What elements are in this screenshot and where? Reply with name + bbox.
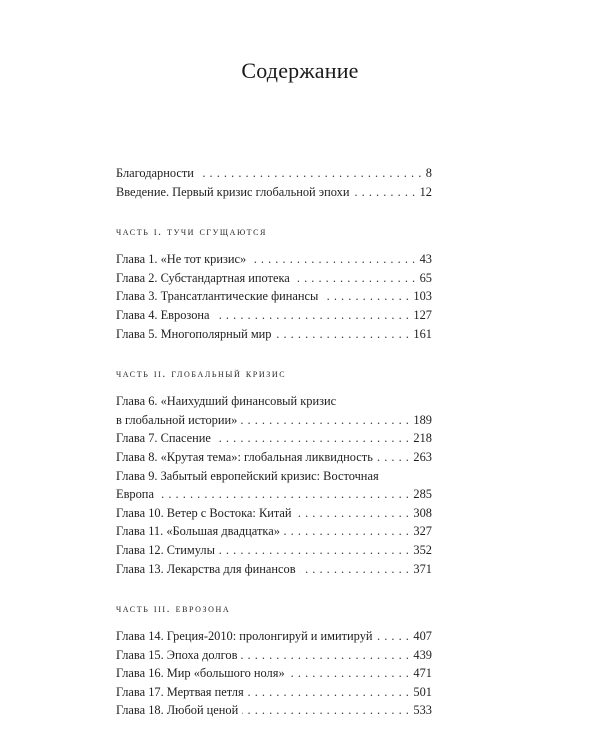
part-heading: часть ii. глобальный кризис [116,368,287,381]
toc-entry-title: Благодарности [116,166,194,180]
part-1 [116,223,432,343]
leader-dots [241,646,409,665]
leader-dots [300,560,410,579]
leader-dots [377,448,410,467]
toc-entry-title: Глава 10. Ветер с Востока: Китай [116,505,292,520]
toc-entry-page: 127 [413,307,432,322]
toc-entry-chapter-14[interactable] [116,627,432,646]
toc-entry-page: 103 [413,289,432,304]
toc-entry-chapter-5[interactable] [116,325,432,344]
toc-entry-chapter-2[interactable] [116,269,432,288]
toc-entry-page: 12 [419,184,432,199]
toc-entry-page: 407 [413,629,432,644]
toc-entry-chapter-4[interactable] [116,306,432,325]
toc-entry-chapter-12[interactable] [116,541,432,560]
toc-entry-page: 371 [413,561,432,576]
toc-entry-title: Глава 13. Лекарства для финансов [116,561,296,576]
toc-entry-title: Глава 5. Многополярный мир [116,326,272,341]
part-3 [116,600,432,720]
leader-dots [353,183,415,202]
toc-entry-chapter-15[interactable] [116,646,432,665]
toc-entry-title: Глава 18. Любой ценой [116,703,239,718]
leader-dots [250,250,415,269]
leader-dots [242,701,409,720]
leader-dots [248,683,410,702]
toc-entry-title: Глава 2. Субстандартная ипотека [116,270,290,285]
table-of-contents [116,164,432,720]
toc-entry-title: Глава 1. «Не тот кризис» [116,252,247,267]
leader-dots [294,269,416,288]
leader-dots [276,325,410,344]
toc-entry-title: Глава 7. Спасение [116,431,211,446]
toc-entry-title: Глава 15. Эпоха долгов [116,647,238,662]
toc-entry-title: в глобальной истории» [116,412,238,427]
toc-entry-chapter-3[interactable] [116,287,432,306]
toc-entry-page: 533 [413,703,432,718]
leader-dots [284,522,410,541]
toc-entry-chapter-17[interactable] [116,683,432,702]
leader-dots [289,664,410,683]
toc-entry-chapter-10[interactable] [116,504,432,523]
leader-dots [322,287,409,306]
toc-entry-page: 352 [413,542,432,557]
toc-entry-chapter-8[interactable] [116,448,432,467]
toc-entry-chapter-6[interactable] [116,392,432,429]
part-2 [116,365,432,578]
toc-entry-page: 308 [413,505,432,520]
toc-entry-page: 189 [413,412,432,427]
toc-entry-page: 439 [413,647,432,662]
toc-entry-title: Глава 14. Греция-2010: пролонгируй и имитируй [116,629,373,644]
toc-entry-title: Глава 12. Стимулы [116,542,215,557]
toc-entry-introduction[interactable] [116,183,432,202]
toc-entry-chapter-13[interactable] [116,560,432,579]
toc-entry-chapter-11[interactable] [116,522,432,541]
toc-entry-title: Европа [116,487,154,502]
toc-entry-title-line1: Глава 9. Забытый европейский кризис: Восточная [116,468,379,483]
toc-entry-title: Глава 4. Еврозона [116,307,210,322]
toc-entry-title-line1: Глава 6. «Наихудший финансовый кризис [116,394,337,409]
toc-entry-chapter-7[interactable] [116,429,432,448]
toc-entry-title: Глава 11. «Большая двадцатка» [116,524,280,539]
toc-entry-chapter-16[interactable] [116,664,432,683]
toc-entry-chapter-18[interactable] [116,701,432,720]
toc-entry-title: Введение. Первый кризис глобальной эпохи [116,184,350,199]
toc-entry-chapter-1[interactable] [116,250,432,269]
leader-dots [214,306,410,325]
toc-entry-page: 471 [413,666,432,681]
toc-entry-page: 8 [425,166,432,180]
part-heading: часть iii. еврозона [116,603,231,616]
toc-entry-acknowledgements[interactable] [116,164,432,183]
toc-entry-page: 65 [419,270,432,285]
toc-entry-title: Глава 16. Мир «большого ноля» [116,666,285,681]
leader-dots [215,429,410,448]
toc-entry-title: Глава 3. Трансатлантические финансы [116,289,319,304]
toc-entry-page: 161 [413,326,432,341]
toc-entry-chapter-9[interactable] [116,467,432,504]
leader-dots [198,164,422,183]
leader-dots [158,485,409,504]
leader-dots [296,504,410,523]
toc-entry-page: 263 [413,449,432,464]
toc-entry-title: Глава 8. «Крутая тема»: глобальная ликвидность [116,449,373,464]
toc-entry-page: 218 [413,431,432,446]
front-matter-list [116,164,432,201]
leader-dots [241,411,409,430]
leader-dots [377,627,410,646]
toc-entry-page: 501 [413,684,432,699]
part-heading: часть i. тучи сгущаются [116,226,267,239]
toc-entry-page: 327 [413,524,432,539]
toc-entry-page: 285 [413,487,432,502]
leader-dots [219,541,409,560]
toc-entry-title: Глава 17. Мертвая петля [116,684,244,699]
page-title: Содержание [241,58,359,83]
toc-entry-page: 43 [419,252,432,267]
